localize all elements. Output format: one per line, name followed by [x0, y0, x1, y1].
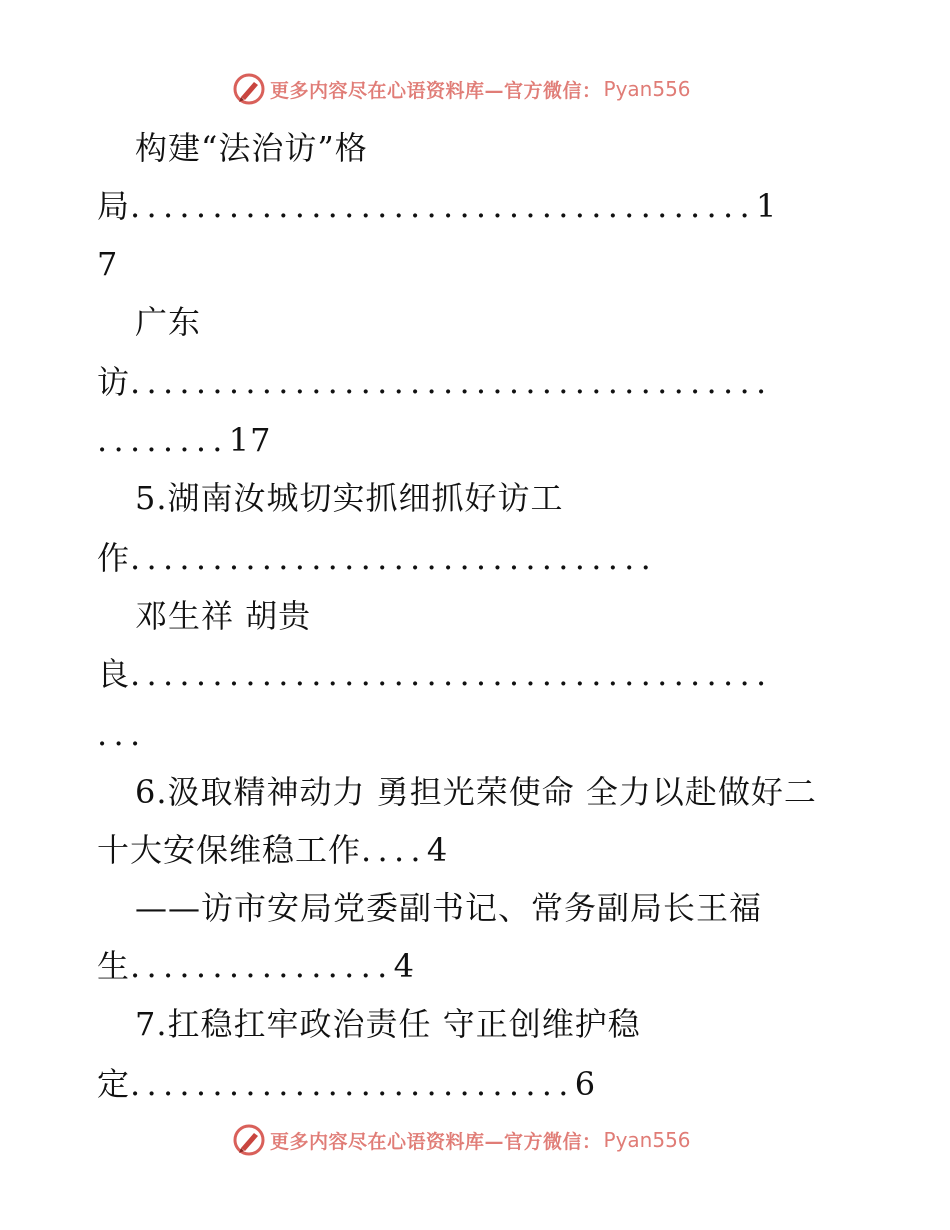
pen-logo-icon [232, 1123, 266, 1157]
toc-line [135, 478, 895, 518]
toc-line [97, 538, 857, 578]
toc-line [135, 596, 895, 636]
toc-text: 5.湖南汝城切实抓细抓好访工 [135, 479, 564, 517]
toc-leader-dots: ........ [97, 421, 229, 459]
toc-text: 局 [97, 187, 131, 225]
watermark-text: 更多内容尽在心语资料库—官方微信： [270, 79, 602, 102]
toc-text: 7.扛稳扛牢政治责任 守正创维护稳 [135, 1005, 641, 1043]
toc-line [97, 830, 857, 870]
toc-line [97, 946, 857, 986]
toc-text: 作 [97, 539, 131, 577]
toc-line [135, 128, 895, 168]
toc-page-number: 6 [574, 1065, 597, 1103]
toc-text: 邓生祥 胡贵 [135, 597, 312, 635]
toc-leader-dots: ................ [130, 947, 394, 985]
toc-text: 构建“法治访”格 [135, 129, 368, 167]
toc-leader-dots: .... [361, 831, 427, 869]
toc-line [135, 888, 895, 928]
toc-leader-dots: ........................... [130, 1065, 575, 1103]
toc-line [97, 362, 857, 402]
pen-logo-icon [232, 72, 266, 106]
toc-line [135, 772, 895, 812]
toc-leader-dots: ... [97, 715, 147, 753]
watermark-account: Pyan556 [603, 77, 691, 101]
watermark-header [232, 72, 691, 106]
toc-line [135, 1004, 895, 1044]
toc-leader-dots: ....................................... [130, 655, 773, 693]
toc-leader-dots: ....................................... [130, 363, 773, 401]
watermark-footer [232, 1123, 691, 1157]
toc-page-number: 1 [755, 187, 778, 225]
toc-text: 定 [97, 1065, 131, 1103]
watermark-text: 更多内容尽在心语资料库—官方微信： [270, 1130, 602, 1153]
toc-leader-dots: ................................ [130, 539, 658, 577]
toc-page-number: 4 [426, 831, 449, 869]
toc-line [135, 302, 895, 342]
watermark-account: Pyan556 [603, 1128, 691, 1152]
toc-text: 访 [97, 363, 131, 401]
toc-line [97, 420, 857, 460]
toc-line [97, 714, 857, 754]
toc-page-number: 17 [228, 421, 272, 459]
toc-text: 7 [97, 245, 119, 283]
toc-text: 广东 [135, 303, 202, 341]
toc-line [97, 244, 857, 284]
toc-text: 生 [97, 947, 131, 985]
toc-line [97, 186, 857, 226]
toc-text: 十大安保维稳工作 [97, 831, 362, 869]
toc-leader-dots: ...................................... [130, 187, 756, 225]
toc-text: 6.汲取精神动力 勇担光荣使命 全力以赴做好二 [135, 773, 817, 811]
toc-text: 良 [97, 655, 131, 693]
toc-text: ——访市安局党委副书记、常务副局长王福 [135, 889, 763, 927]
toc-line [97, 654, 857, 694]
toc-line [97, 1064, 857, 1104]
toc-page-number: 4 [393, 947, 415, 985]
